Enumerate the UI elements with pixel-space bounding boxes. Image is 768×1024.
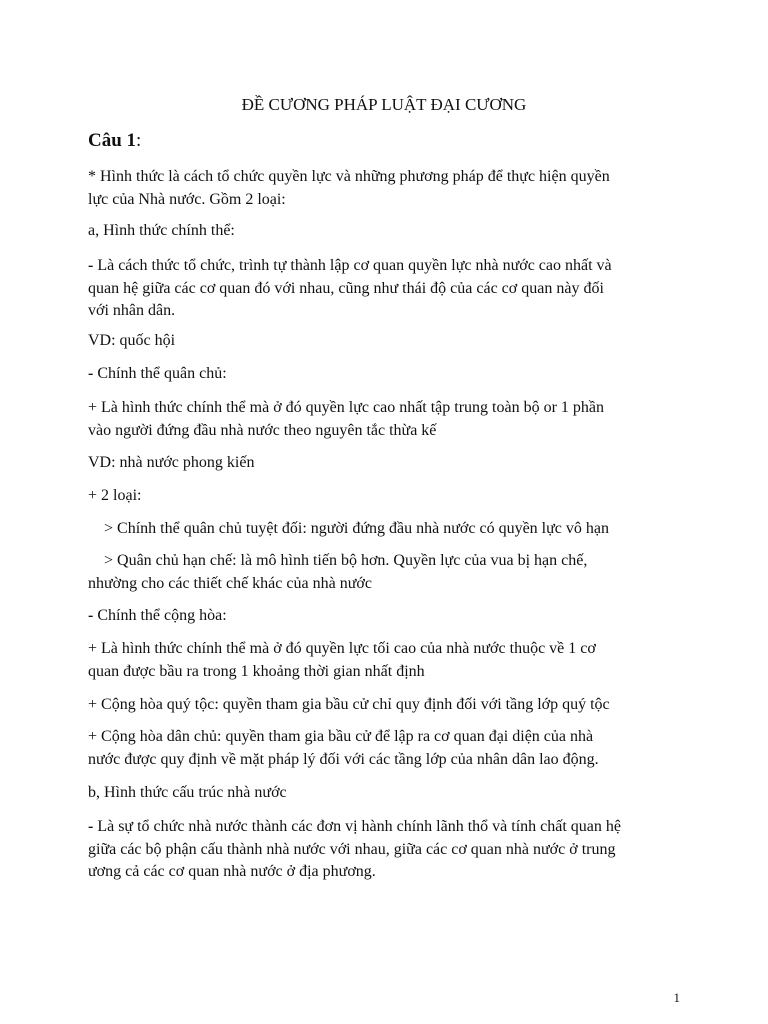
text-line: > Chính thể quân chủ tuyệt đối: người đứng đầu nhà nước có quyền lực vô hạn bbox=[104, 520, 609, 537]
paragraph-limited-monarchy bbox=[88, 550, 704, 595]
paragraph-quan-chu-definition bbox=[88, 397, 688, 442]
text-line: quan hệ giữa các cơ quan đó với nhau, cũng như thái độ của các cơ quan này đối bbox=[88, 279, 604, 297]
paragraph-two-types bbox=[88, 485, 688, 508]
text-line: lực của Nhà nước. Gồm 2 loại: bbox=[88, 190, 286, 208]
paragraph-cau-truc-definition bbox=[88, 816, 688, 884]
text-line: b, Hình thức cấu trúc nhà nước bbox=[88, 784, 287, 801]
text-line: > Quân chủ hạn chế: là mô hình tiến bộ hơn. Quyền lực của vua bị hạn chế, bbox=[104, 552, 588, 569]
text-line: với nhân dân. bbox=[88, 302, 176, 319]
question-heading bbox=[88, 128, 141, 154]
text-line: ương cả các cơ quan nhà nước ở địa phương. bbox=[88, 863, 376, 880]
page-number: 1 bbox=[673, 990, 680, 1005]
paragraph-example-2 bbox=[88, 452, 688, 475]
text-line: a, Hình thức chính thể: bbox=[88, 222, 235, 239]
text-segment: Chính thể cộng hòa: bbox=[93, 607, 227, 624]
text-line: + 2 loại: bbox=[88, 487, 142, 504]
paragraph-aristocratic-republic bbox=[88, 694, 688, 717]
text-line: VD: nhà nước phong kiến bbox=[88, 454, 255, 471]
paragraph-heading-b bbox=[88, 782, 688, 805]
paragraph-quan-chu-heading bbox=[88, 363, 688, 386]
question-suffix: : bbox=[136, 130, 142, 151]
document-title: ĐỀ CƯƠNG PHÁP LUẬT ĐẠI CƯƠNG bbox=[241, 95, 527, 114]
text-line bbox=[88, 816, 688, 839]
text-line: + Cộng hòa quý tộc: quyền tham gia bầu cử chỉ quy định đối với tầng lớp quý tộc bbox=[88, 696, 610, 713]
bullet-dash: - bbox=[88, 818, 94, 835]
bullet-dash: - bbox=[88, 365, 94, 382]
text-line: quan được bầu ra trong 1 khoảng thời gian nhất định bbox=[88, 662, 425, 680]
paragraph-chinh-the-definition bbox=[88, 255, 688, 323]
text-line: + Là hình thức chính thể mà ở đó quyền lực cao nhất tập trung toàn bộ or 1 phần bbox=[88, 399, 605, 416]
text-line: vào người đứng đầu nhà nước theo nguyên tắc thừa kế bbox=[88, 421, 437, 439]
text-line: + Cộng hòa dân chủ: quyền tham gia bầu cử để lập ra cơ quan đại diện của nhà bbox=[88, 728, 594, 745]
bullet-dash: - bbox=[88, 607, 94, 624]
text-line: nhường cho các thiết chế khác của nhà nước bbox=[88, 574, 372, 592]
paragraph-democratic-republic bbox=[88, 726, 688, 771]
text-line: * Hình thức là cách tổ chức quyền lực và những phương pháp để thực hiện quyền bbox=[88, 168, 610, 185]
text-line bbox=[88, 605, 688, 628]
paragraph-definition bbox=[88, 166, 688, 211]
paragraph-absolute-monarchy bbox=[88, 518, 704, 541]
text-segment: Là cách thức tổ chức, trình tự thành lập cơ quan quyền lực nhà nước cao nhất và bbox=[93, 257, 612, 274]
paragraph-cong-hoa-heading bbox=[88, 605, 688, 628]
paragraph-heading-a bbox=[88, 220, 688, 243]
text-line: + Là hình thức chính thể mà ở đó quyền lực tối cao của nhà nước thuộc về 1 cơ bbox=[88, 640, 596, 657]
text-segment: Chính thể quân chủ: bbox=[93, 365, 227, 382]
text-line bbox=[88, 255, 688, 278]
bullet-dash: - bbox=[88, 257, 94, 274]
text-segment: Là sự tổ chức nhà nước thành các đơn vị hành chính lãnh thổ và tính chất quan hệ bbox=[93, 818, 621, 835]
text-line: VD: quốc hội bbox=[88, 332, 176, 349]
paragraph-example-1 bbox=[88, 330, 688, 353]
text-line: giữa các bộ phận cấu thành nhà nước với nhau, giữa các cơ quan nhà nước ở trung bbox=[88, 840, 616, 858]
text-line bbox=[88, 363, 688, 386]
text-line: nước được quy định về mặt pháp lý đối với các tầng lớp của nhân dân lao động. bbox=[88, 750, 599, 768]
question-label: Câu 1 bbox=[88, 130, 137, 151]
paragraph-cong-hoa-definition bbox=[88, 638, 688, 683]
